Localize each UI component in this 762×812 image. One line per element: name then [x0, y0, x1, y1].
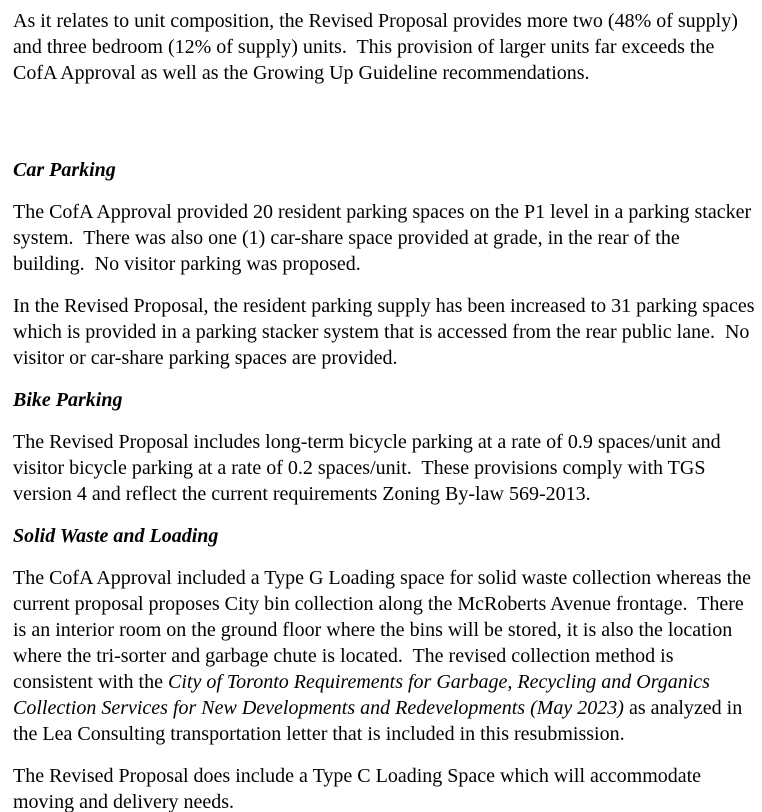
para-solid-waste-text-after-citation: as analyzed in the Lea Consulting transportation letter that is included in this resubmission. — [13, 697, 748, 745]
citation-toronto-collection-requirements: City of Toronto Requirements for Garbage, Recycling and Organics Collection Services for New Developments and Redevelopments (May 2023) — [13, 671, 715, 719]
heading-car-parking: Car Parking — [13, 159, 116, 181]
para-solid-waste — [13, 565, 755, 747]
para-solid-waste-text-before-citation: The CofA Approval included a Type G Loading space for solid waste collection whereas the current proposal proposes City bin collection along the McRoberts Avenue frontage. There is an interior room on the ground floor where the bins will be stored, it is also the location where the tri-sorter and garbage chute is located. The revised collection method is consistent with the — [13, 567, 757, 693]
para-unit-composition: As it relates to unit composition, the Revised Proposal provides more two (48% of supply) and three bedroom (12% of supply) units. This provision of larger units far exceeds the CofA Approval as well as the Growing Up Guideline recommendations. — [13, 10, 743, 84]
para-type-c-loading: The Revised Proposal does include a Type C Loading Space which will accommodate moving and delivery needs. — [13, 765, 707, 812]
para-bike-parking: The Revised Proposal includes long-term bicycle parking at a rate of 0.9 spaces/unit and visitor bicycle parking at a rate of 0.2 spaces/unit. These provisions comply with TGS version 4 and reflect the current requirements Zoning By-law 569-2013. — [13, 431, 726, 505]
para-cofa-car-parking: The CofA Approval provided 20 resident parking spaces on the P1 level in a parking stacker system. There was also one (1) car-share space provided at grade, in the rear of the building. No visitor parking was proposed. — [13, 201, 757, 275]
paragraph-spacer — [13, 102, 755, 157]
para-revised-car-parking: In the Revised Proposal, the resident parking supply has been increased to 31 parking spaces which is provided in a parking stacker system that is accessed from the rear public lane. No visitor or car-share parking spaces are provided. — [13, 295, 760, 369]
heading-bike-parking: Bike Parking — [13, 389, 123, 411]
heading-solid-waste-loading: Solid Waste and Loading — [13, 525, 219, 547]
